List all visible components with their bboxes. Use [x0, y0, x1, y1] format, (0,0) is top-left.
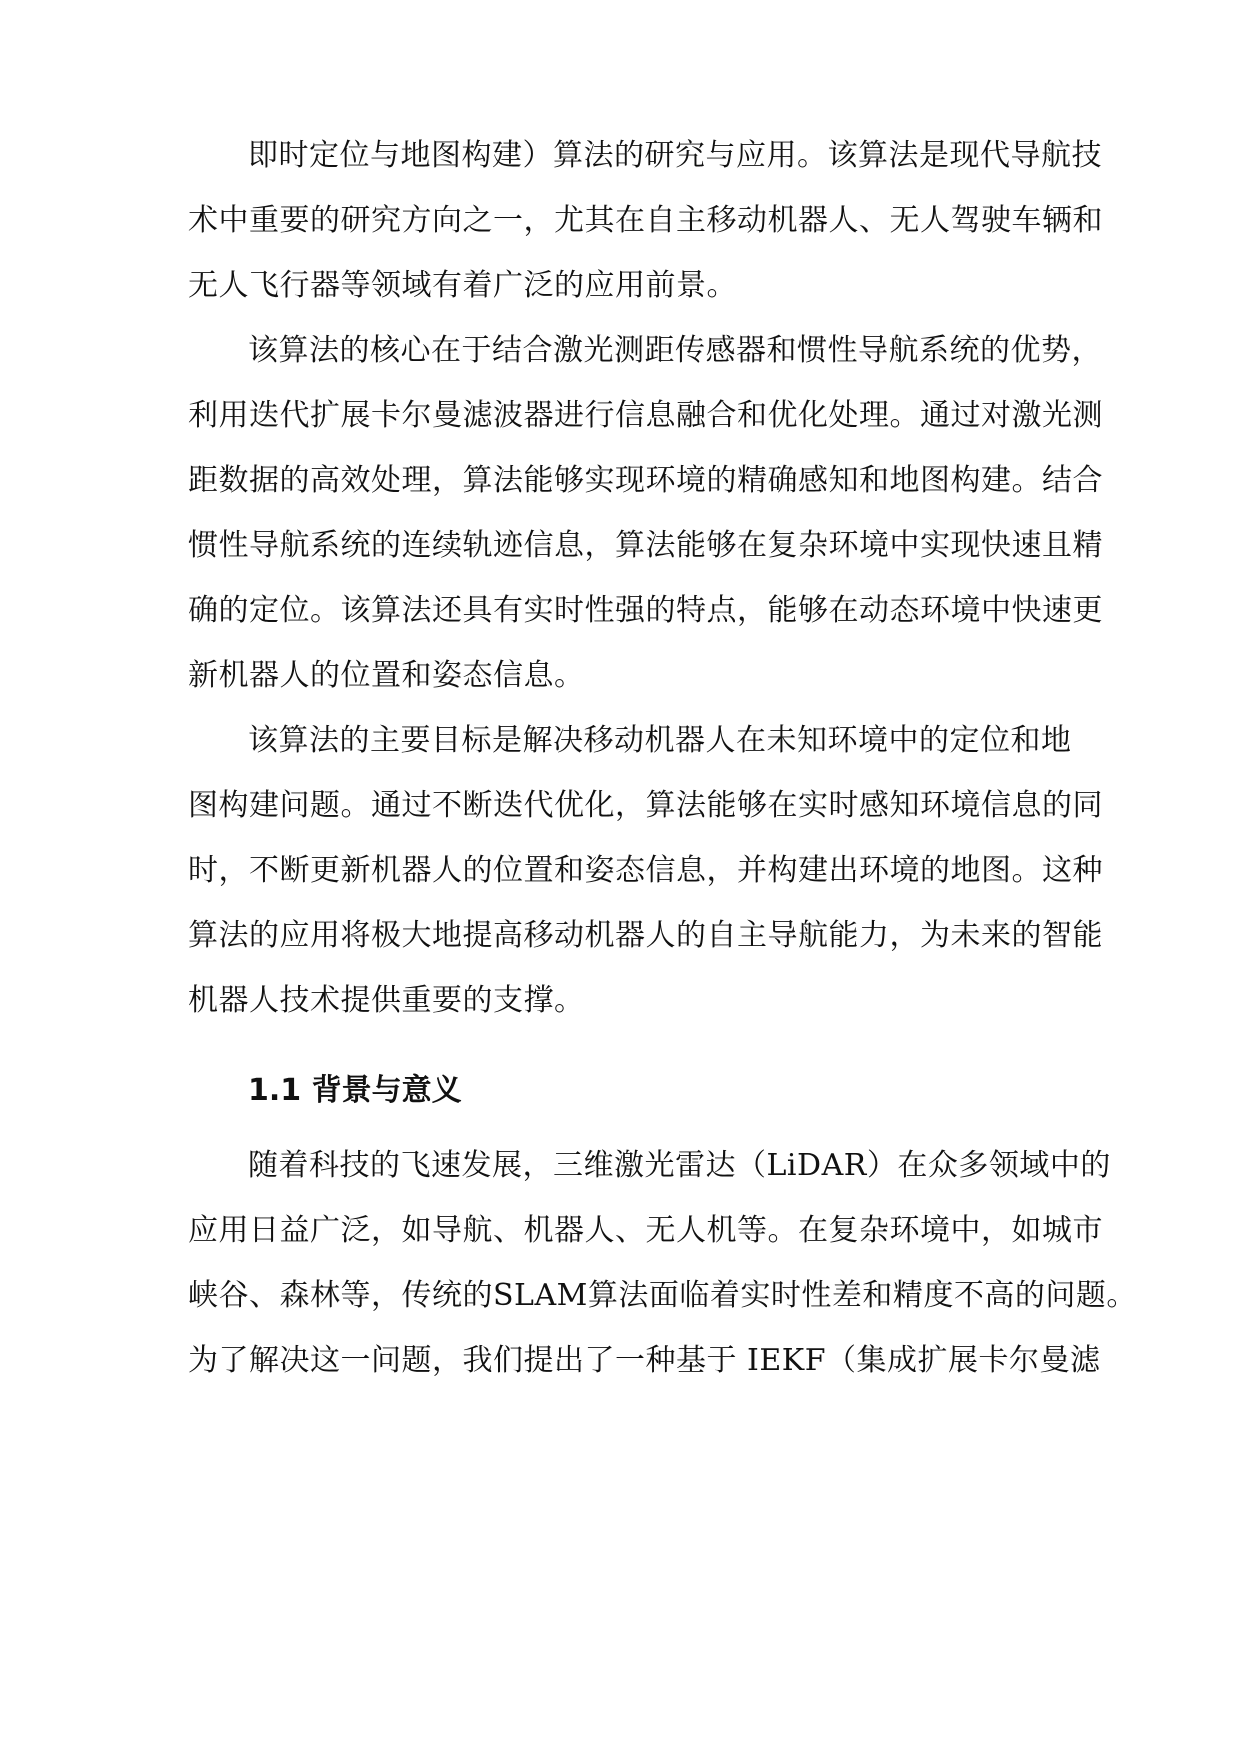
- paragraph-line: 惯性导航系统的连续轨迹信息，算法能够在复杂环境中实现快速且精: [188, 528, 1103, 563]
- paragraph-line: 距数据的高效处理，算法能够实现环境的精确感知和地图构建。结合: [188, 463, 1103, 498]
- paragraph-line: 为了解决这一问题，我们提出了一种基于 IEKF（集成扩展卡尔曼滤: [188, 1343, 1101, 1378]
- paragraph-line: 机器人技术提供重要的支撑。: [188, 983, 585, 1018]
- paragraph-line: 应用日益广泛，如导航、机器人、无人机等。在复杂环境中，如城市: [188, 1213, 1103, 1248]
- paragraph-line: 时，不断更新机器人的位置和姿态信息，并构建出环境的地图。这种: [188, 853, 1103, 888]
- paragraph-line: 利用迭代扩展卡尔曼滤波器进行信息融合和优化处理。通过对激光测: [188, 398, 1103, 433]
- section-heading: 1.1 背景与意义: [248, 1073, 462, 1108]
- paragraph-line: 图构建问题。通过不断迭代优化，算法能够在实时感知环境信息的同: [188, 788, 1103, 823]
- paragraph-line: 该算法的核心在于结合激光测距传感器和惯性导航系统的优势，: [248, 333, 1102, 368]
- paragraph-line: 术中重要的研究方向之一，尤其在自主移动机器人、无人驾驶车辆和: [188, 203, 1103, 238]
- paragraph-line: 新机器人的位置和姿态信息。: [188, 658, 585, 693]
- paragraph-line: 算法的应用将极大地提高移动机器人的自主导航能力，为未来的智能: [188, 918, 1103, 953]
- paragraph-line: 即时定位与地图构建）算法的研究与应用。该算法是现代导航技: [248, 138, 1102, 173]
- paragraph-line: 峡谷、森林等，传统的SLAM算法面临着实时性差和精度不高的问题。: [188, 1278, 1137, 1313]
- paragraph-line: 随着科技的飞速发展，三维激光雷达（LiDAR）在众多领域中的: [248, 1148, 1111, 1183]
- paragraph-line: 无人飞行器等领域有着广泛的应用前景。: [188, 268, 737, 303]
- paragraph-line: 确的定位。该算法还具有实时性强的特点，能够在动态环境中快速更: [188, 593, 1103, 628]
- paragraph-line: 该算法的主要目标是解决移动机器人在未知环境中的定位和地: [248, 723, 1072, 758]
